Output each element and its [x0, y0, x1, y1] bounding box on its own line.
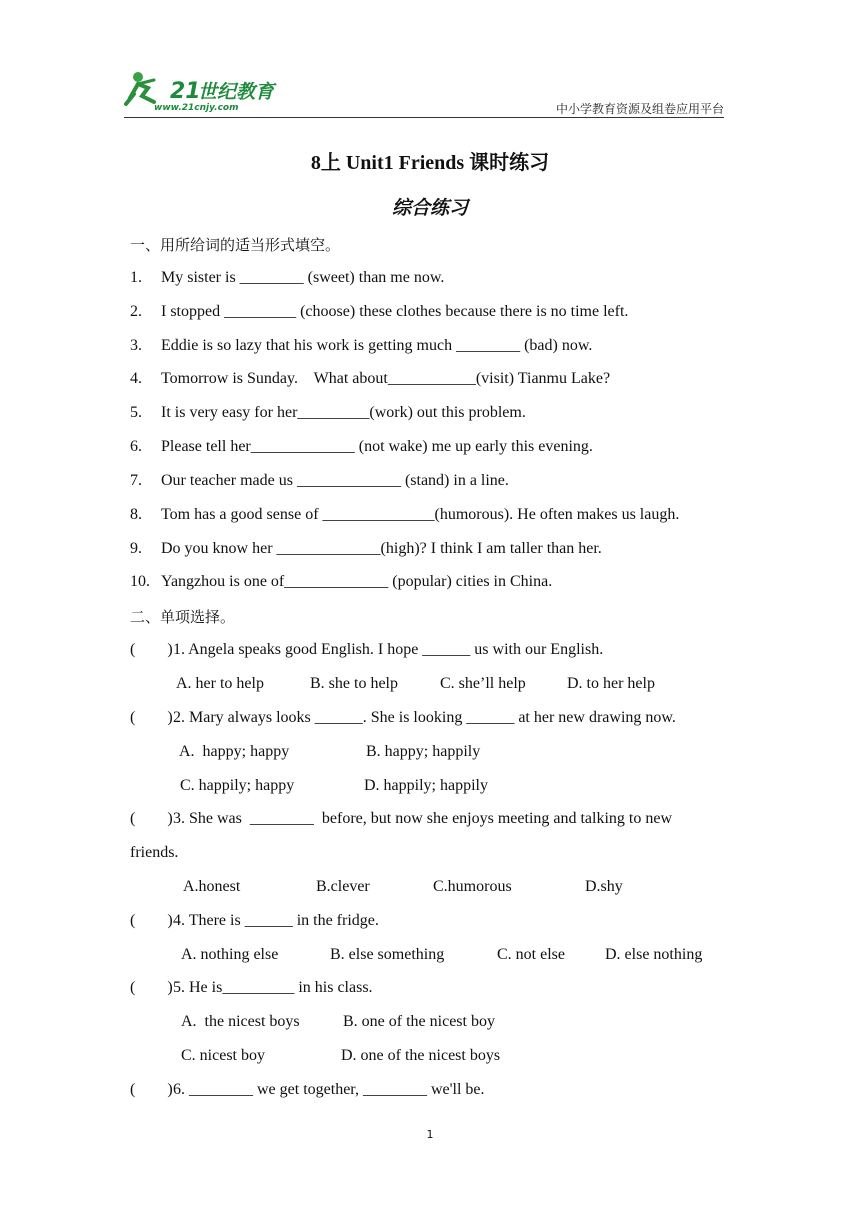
q3-option-d: D.shy [585, 878, 623, 895]
list-item: 6. Please tell her_____________ (not wake) me up early this evening. [130, 438, 593, 455]
list-item: 4. Tomorrow is Sunday. What about___________(visit) Tianmu Lake? [130, 370, 611, 387]
q1-option-b: B. she to help [310, 675, 398, 692]
list-item: 10. Yangzhou is one of_____________ (popular) cities in China. [130, 573, 553, 590]
list-item: 9. Do you know her _____________(high)? I think I am taller than her. [130, 540, 602, 557]
question-3: ( )3. She was ________ before, but now she enjoys meeting and talking to new [130, 810, 673, 827]
q4-option-d: D. else nothing [605, 946, 703, 963]
q2-option-a: A. happy; happy [179, 743, 290, 760]
question-5: ( )5. He is_________ in his class. [130, 979, 373, 996]
q1-option-d: D. to her help [567, 675, 655, 692]
question-6: ( )6. ________ we get together, ________ we'll be. [130, 1081, 485, 1098]
list-item: 1. My sister is ________ (sweet) than me now. [130, 269, 445, 286]
list-item: 8. Tom has a good sense of ______________(humorous). He often makes us laugh. [130, 506, 680, 523]
question-3-continued: friends. [130, 844, 179, 861]
q1-option-a: A. her to help [176, 675, 264, 692]
q5-option-d: D. one of the nicest boys [341, 1047, 501, 1064]
q2-option-c: C. happily; happy [180, 777, 295, 794]
page-subtitle: 综合练习 [391, 197, 468, 219]
section1-heading: 一、用所给词的适当形式填空。 [130, 236, 341, 254]
q3-option-c: C.humorous [433, 878, 512, 895]
q3-option-a: A.honest [183, 878, 241, 895]
question-2: ( )2. Mary always looks ______. She is looking ______ at her new drawing now. [130, 709, 676, 726]
q3-option-b: B.clever [316, 878, 370, 895]
question-4: ( )4. There is ______ in the fridge. [130, 912, 379, 929]
page-title: 8上 Unit1 Friends 课时练习 [310, 152, 550, 174]
q4-option-c: C. not else [497, 946, 565, 963]
svg-text:www.21cnjy.com: www.21cnjy.com [154, 103, 239, 113]
page-header [124, 68, 724, 118]
list-item: 2. I stopped _________ (choose) these clothes because there is no time left. [130, 303, 629, 320]
question-1: ( )1. Angela speaks good English. I hope ______ us with our English. [130, 641, 604, 658]
q5-option-a: A. the nicest boys [181, 1013, 300, 1030]
q4-option-b: B. else something [330, 946, 445, 963]
svg-text:世纪教育: 世纪教育 [198, 81, 275, 103]
q2-option-d: D. happily; happily [364, 777, 488, 794]
q4-option-a: A. nothing else [181, 946, 279, 963]
svg-text:21: 21 [170, 79, 201, 104]
list-item: 3. Eddie is so lazy that his work is getting much ________ (bad) now. [130, 337, 593, 354]
page-number: 1 [426, 1128, 434, 1141]
header-divider [124, 117, 724, 118]
q1-option-c: C. she’ll help [440, 675, 526, 692]
21cnjy-logo [124, 68, 294, 114]
q5-option-b: B. one of the nicest boy [343, 1013, 495, 1030]
q5-option-c: C. nicest boy [181, 1047, 265, 1064]
list-item: 5. It is very easy for her_________(work) out this problem. [130, 404, 526, 421]
section2-heading: 二、单项选择。 [130, 608, 236, 626]
list-item: 7. Our teacher made us _____________ (stand) in a line. [130, 472, 509, 489]
header-platform-text: 中小学教育资源及组卷应用平台 [555, 102, 724, 116]
q2-option-b: B. happy; happily [366, 743, 481, 760]
